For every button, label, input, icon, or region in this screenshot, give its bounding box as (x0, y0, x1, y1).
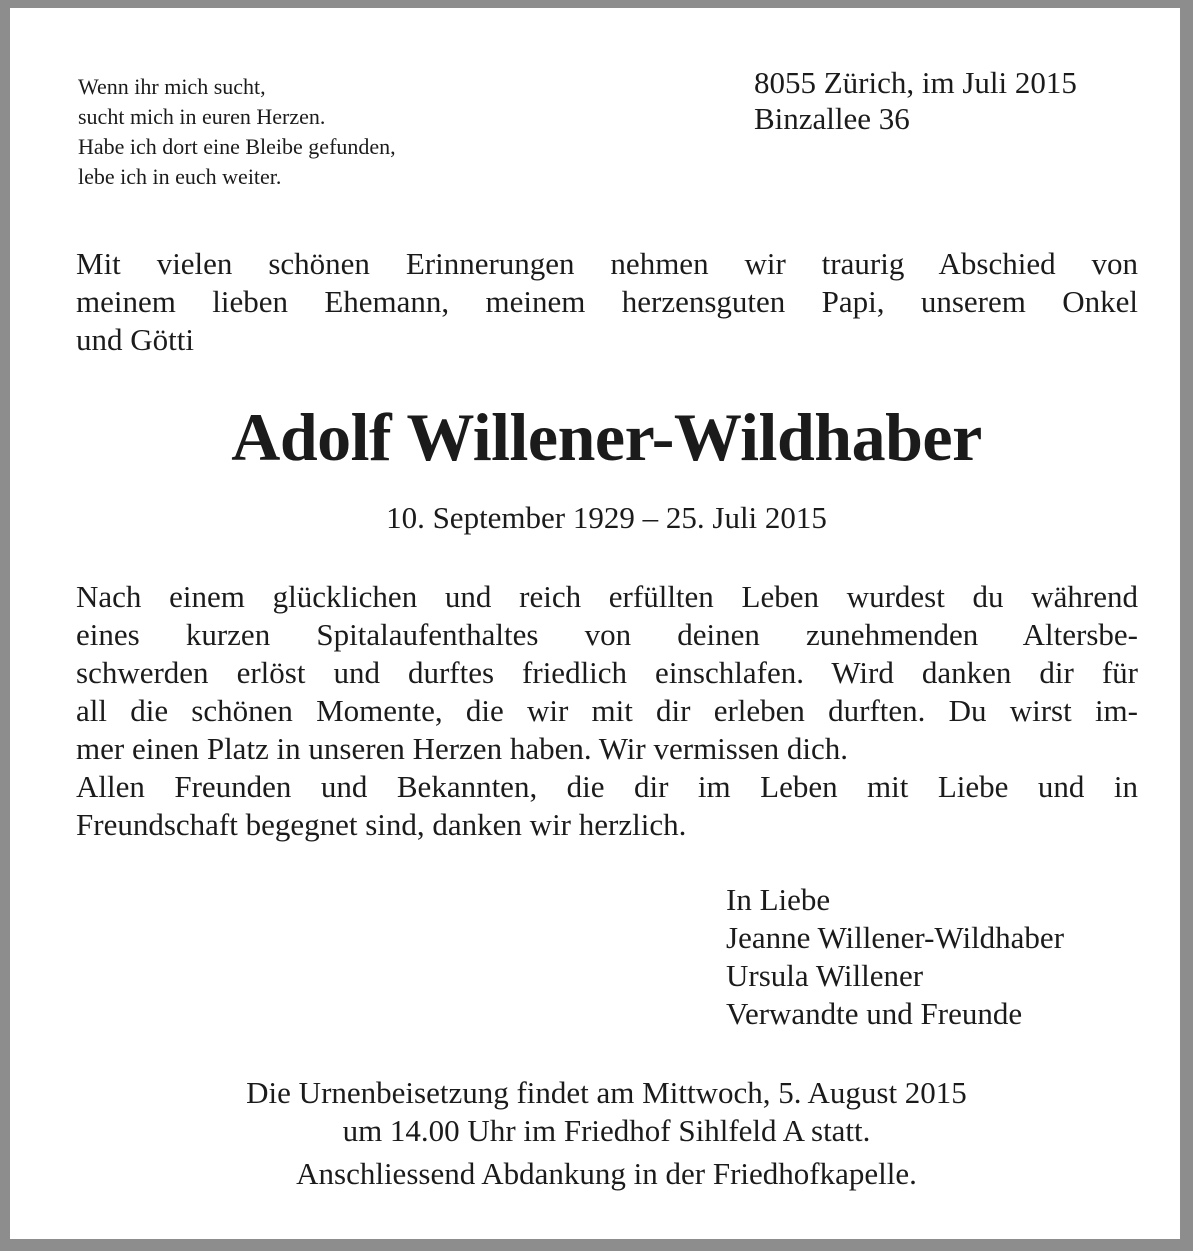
signoff-line: In Liebe (726, 882, 831, 917)
deceased-name: Adolf Willener-Wildhaber (231, 399, 982, 475)
signoff-block (726, 881, 1064, 1033)
body-line: Freundschaft begegnet sind, danken wir herzlich. (76, 807, 687, 842)
body-line: schwerden erlöst und durftes friedlich einschlafen. Wird danken dir für (76, 655, 1138, 690)
funeral-line: Anschliessend Abdankung in der Friedhofkapelle. (296, 1156, 917, 1191)
street-address: Binzallee 36 (754, 101, 910, 136)
body-line: eines kurzen Spitalaufenthaltes von deinen zunehmenden Altersbe- (76, 617, 1138, 652)
signoff-line: Jeanne Willener-Wildhaber (726, 920, 1065, 955)
funeral-line: Die Urnenbeisetzung findet am Mittwoch, 5. August 2015 (246, 1075, 967, 1110)
body-line: Allen Freunden und Bekannten, die dir im Leben mit Liebe und in (76, 769, 1138, 804)
poem-line: lebe ich in euch weiter. (78, 164, 282, 189)
body-line: mer einen Platz in unseren Herzen haben. Wir vermissen dich. (76, 731, 849, 766)
place-date: 8055 Zürich, im Juli 2015 (754, 65, 1077, 100)
life-dates: 10. September 1929 – 25. Juli 2015 (386, 500, 827, 535)
intro-line: Mit vielen schönen Erinnerungen nehmen wir traurig Abschied von (76, 246, 1138, 281)
intro-line: und Götti (76, 322, 194, 357)
body-line: Nach einem glücklichen und reich erfüllten Leben wurdest du während (76, 579, 1138, 614)
poem-line: Wenn ihr mich sucht, (78, 74, 266, 99)
body-paragraph (76, 578, 1138, 844)
funeral-line: um 14.00 Uhr im Friedhof Sihlfeld A statt. (342, 1113, 871, 1148)
intro-line: meinem lieben Ehemann, meinem herzensguten Papi, unserem Onkel (76, 284, 1138, 319)
poem-line: sucht mich in euren Herzen. (78, 104, 326, 129)
intro-paragraph (76, 245, 1138, 359)
signoff-line: Verwandte und Freunde (726, 996, 1023, 1031)
poem-verse (78, 72, 396, 192)
funeral-info (10, 1074, 1193, 1193)
address-block (754, 65, 1077, 137)
signoff-line: Ursula Willener (726, 958, 924, 993)
body-line: all die schönen Momente, die wir mit dir erleben durften. Du wirst im- (76, 693, 1138, 728)
poem-line: Habe ich dort eine Bleibe gefunden, (78, 134, 396, 159)
